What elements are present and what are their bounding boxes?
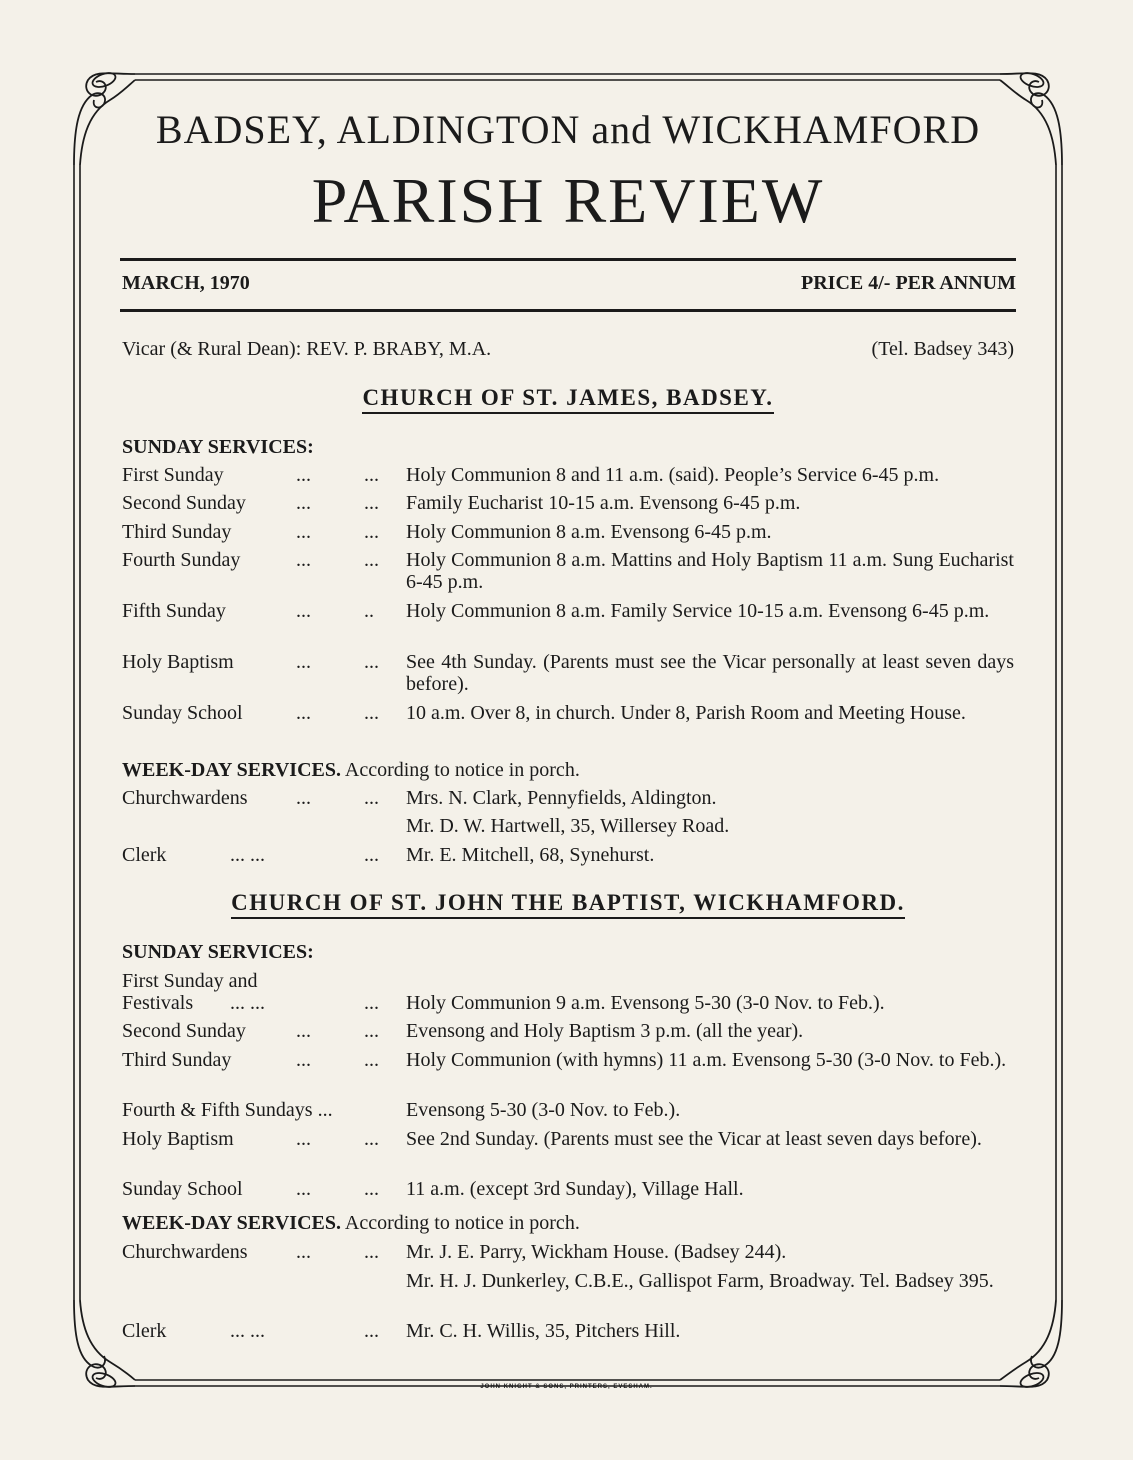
weekday-services-wickhamford: WEEK-DAY SERVICES. According to notice in porch. <box>122 1212 580 1234</box>
corner-ornament-bottom-left <box>74 1300 135 1390</box>
title-parish-review: PARISH REVIEW <box>311 165 825 236</box>
printer-imprint: JOHN KNIGHT & SONS, PRINTERS, EVESHAM. <box>480 1384 653 1390</box>
vicar-telephone: (Tel. Badsey 343) <box>871 338 1014 360</box>
sunday-services-heading-wickhamford: SUNDAY SERVICES: <box>122 941 314 963</box>
issue-date: MARCH, 1970 <box>122 272 250 294</box>
corner-ornament-bottom-right <box>1000 1300 1062 1390</box>
vicar: Vicar (& Rural Dean): REV. P. BRABY, M.A. <box>122 338 492 360</box>
header-rule-top <box>120 258 1016 261</box>
sunday-services-heading-badsey: SUNDAY SERVICES: <box>122 436 314 458</box>
weekday-services-badsey: WEEK-DAY SERVICES. According to notice in porch. <box>122 759 580 781</box>
church-title-badsey: CHURCH OF ST. JAMES, BADSEY. <box>120 385 1016 411</box>
church-title-wickhamford: CHURCH OF ST. JOHN THE BAPTIST, WICKHAMFORD. <box>120 890 1016 916</box>
header-rule-bottom <box>120 309 1016 312</box>
price: PRICE 4/- PER ANNUM <box>801 272 1016 294</box>
title-parishes: BADSEY, ALDINGTON and WICKHAMFORD <box>155 107 981 152</box>
